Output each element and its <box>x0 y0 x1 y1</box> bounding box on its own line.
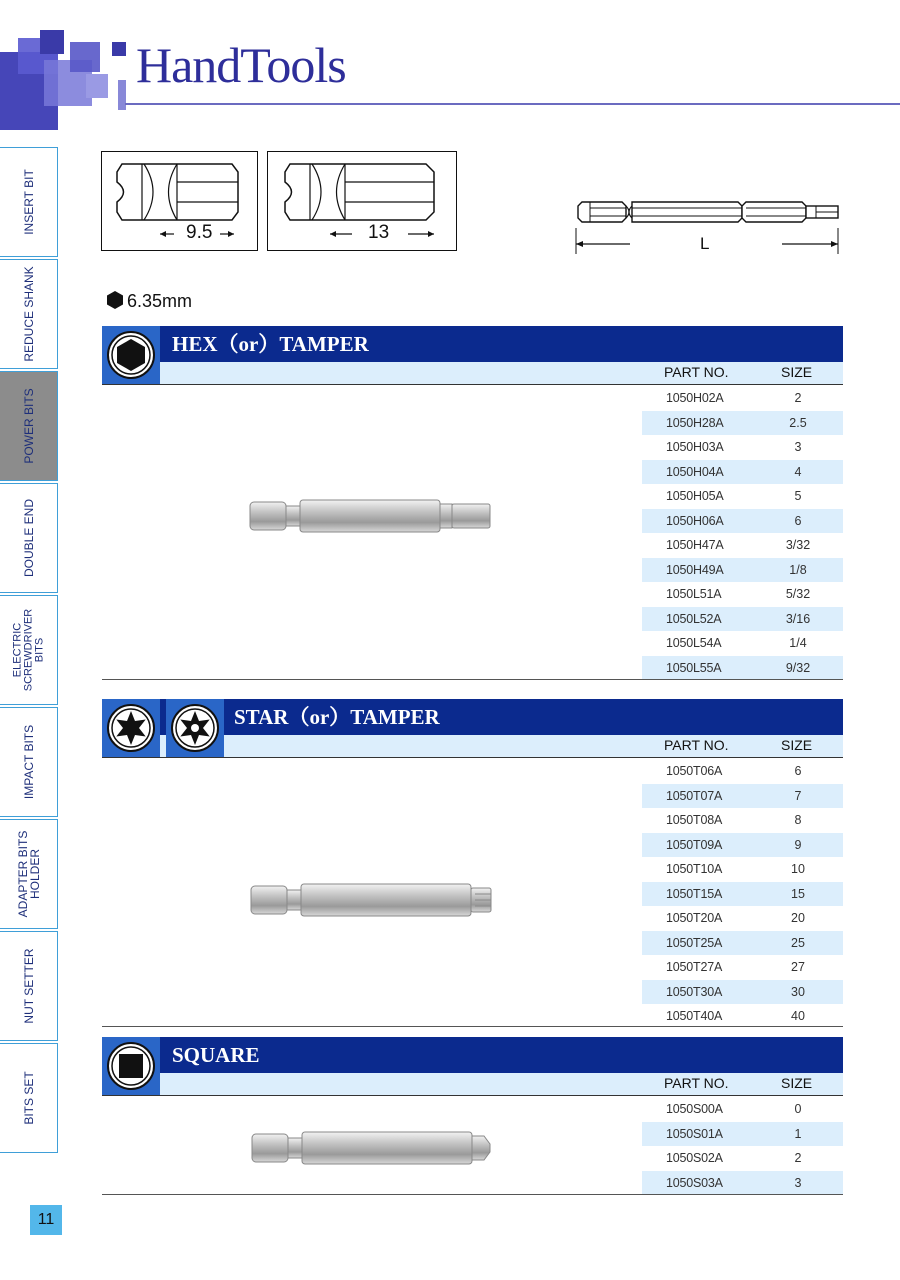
star-icon-box <box>102 699 160 757</box>
column-header-size: SIZE <box>781 1075 813 1091</box>
diagram-long-bit <box>267 151 457 251</box>
sidebar-item-adapter-bits-holder[interactable]: ADAPTER BITS HOLDER <box>0 819 58 929</box>
section-title: STAR（or）TAMPER <box>234 705 440 729</box>
star-bit-product-image <box>245 880 495 920</box>
diagram-short-bit <box>101 151 258 251</box>
sidebar-item-electric-screwdriver-bits[interactable]: ELECTRIC SCREWDRIVER BITS <box>0 595 58 705</box>
table-row: 1050L54A 1/4 <box>666 636 807 650</box>
column-header-part-no: PART NO. <box>664 1075 729 1091</box>
table-row: 1050T06A 6 <box>666 764 802 778</box>
handtools-logo <box>0 30 140 130</box>
sidebar-item-nut-setter[interactable]: NUT SETTER <box>0 931 58 1041</box>
table-row: 1050T20A 20 <box>666 911 805 925</box>
section-bottom-rule <box>102 1026 843 1027</box>
header-rule <box>102 384 843 385</box>
table-row: 1050T07A 7 <box>642 784 843 809</box>
table-row: 1050L51A 5/32 <box>666 587 811 601</box>
dim-label-13: 13 <box>368 222 390 243</box>
table-row: 1050H04A 4 <box>642 460 843 485</box>
section-bottom-rule <box>102 679 843 680</box>
long-bit-drawing <box>268 152 456 250</box>
column-header-size: SIZE <box>781 364 813 380</box>
table-row: 1050H02A 2 <box>666 391 802 405</box>
hex-bit-product-image <box>245 496 495 536</box>
square-bit-product-image <box>246 1128 496 1168</box>
square-socket-icon <box>106 1041 156 1091</box>
table-row: 1050H05A 5 <box>666 489 802 503</box>
table-row: 1050T25A 25 <box>642 931 843 956</box>
torx-icon <box>106 703 156 753</box>
tamper-star-icon-box <box>166 699 224 757</box>
section-header-row <box>102 362 843 384</box>
sidebar-item-double-end[interactable]: DOUBLE END <box>0 483 58 593</box>
table-row: 1050S02A 2 <box>666 1151 802 1165</box>
table-row: 1050T40A 40 <box>666 1009 805 1023</box>
header-rule <box>125 103 900 105</box>
header-rule <box>102 757 843 758</box>
section-header-row <box>102 1073 843 1095</box>
section-title: SQUARE <box>172 1043 260 1067</box>
table-row: 1050T08A 8 <box>666 813 802 827</box>
page-number: 11 <box>30 1205 62 1235</box>
table-row: 1050T30A 30 <box>642 980 843 1005</box>
sidebar-item-bits-set[interactable]: BITS SET <box>0 1043 58 1153</box>
dim-label-l: L <box>700 234 710 253</box>
section-square <box>102 1037 843 1195</box>
table-row: 1050H28A 2.5 <box>642 411 843 436</box>
section-star <box>102 699 843 1027</box>
column-header-size: SIZE <box>781 737 813 753</box>
section-title: HEX（or）TAMPER <box>172 332 369 356</box>
column-header-part-no: PART NO. <box>664 737 729 753</box>
shank-size-note: 6.35mm <box>105 290 192 312</box>
table-row: 1050H49A 1/8 <box>642 558 843 583</box>
table-row: 1050L55A 9/32 <box>642 656 843 681</box>
sidebar-item-power-bits[interactable]: POWER BITS <box>0 371 58 481</box>
section-bottom-rule <box>102 1194 843 1195</box>
hexagon-bullet-icon <box>105 290 125 310</box>
short-bit-drawing <box>102 152 257 250</box>
dim-label-9-5: 9.5 <box>186 222 213 243</box>
table-row: 1050H06A 6 <box>642 509 843 534</box>
sidebar-item-insert-bit[interactable]: INSERT BIT <box>0 147 58 257</box>
square-icon-box <box>102 1037 160 1095</box>
table-row: 1050S00A 0 <box>666 1102 802 1116</box>
table-row: 1050T15A 15 <box>642 882 843 907</box>
table-row: 1050S03A 3 <box>642 1171 843 1196</box>
table-row: 1050T27A 27 <box>666 960 805 974</box>
table-row: 1050S01A 1 <box>642 1122 843 1147</box>
tamper-torx-icon <box>170 703 220 753</box>
table-row: 1050T09A 9 <box>642 833 843 858</box>
table-row: 1050H03A 3 <box>666 440 802 454</box>
table-row: 1050L52A 3/16 <box>642 607 843 632</box>
table-row: 1050T10A 10 <box>666 862 805 876</box>
sidebar-item-impact-bits[interactable]: IMPACT BITS <box>0 707 58 817</box>
brand-wordmark: HandTools <box>136 37 346 93</box>
column-header-part-no: PART NO. <box>664 364 729 380</box>
hex-socket-icon <box>106 330 156 380</box>
table-row: 1050H47A 3/32 <box>666 538 811 552</box>
sidebar-item-reduce-shank[interactable]: REDUCE SHANK <box>0 259 58 369</box>
hex-icon-box <box>102 326 160 384</box>
header-rule <box>102 1095 843 1096</box>
